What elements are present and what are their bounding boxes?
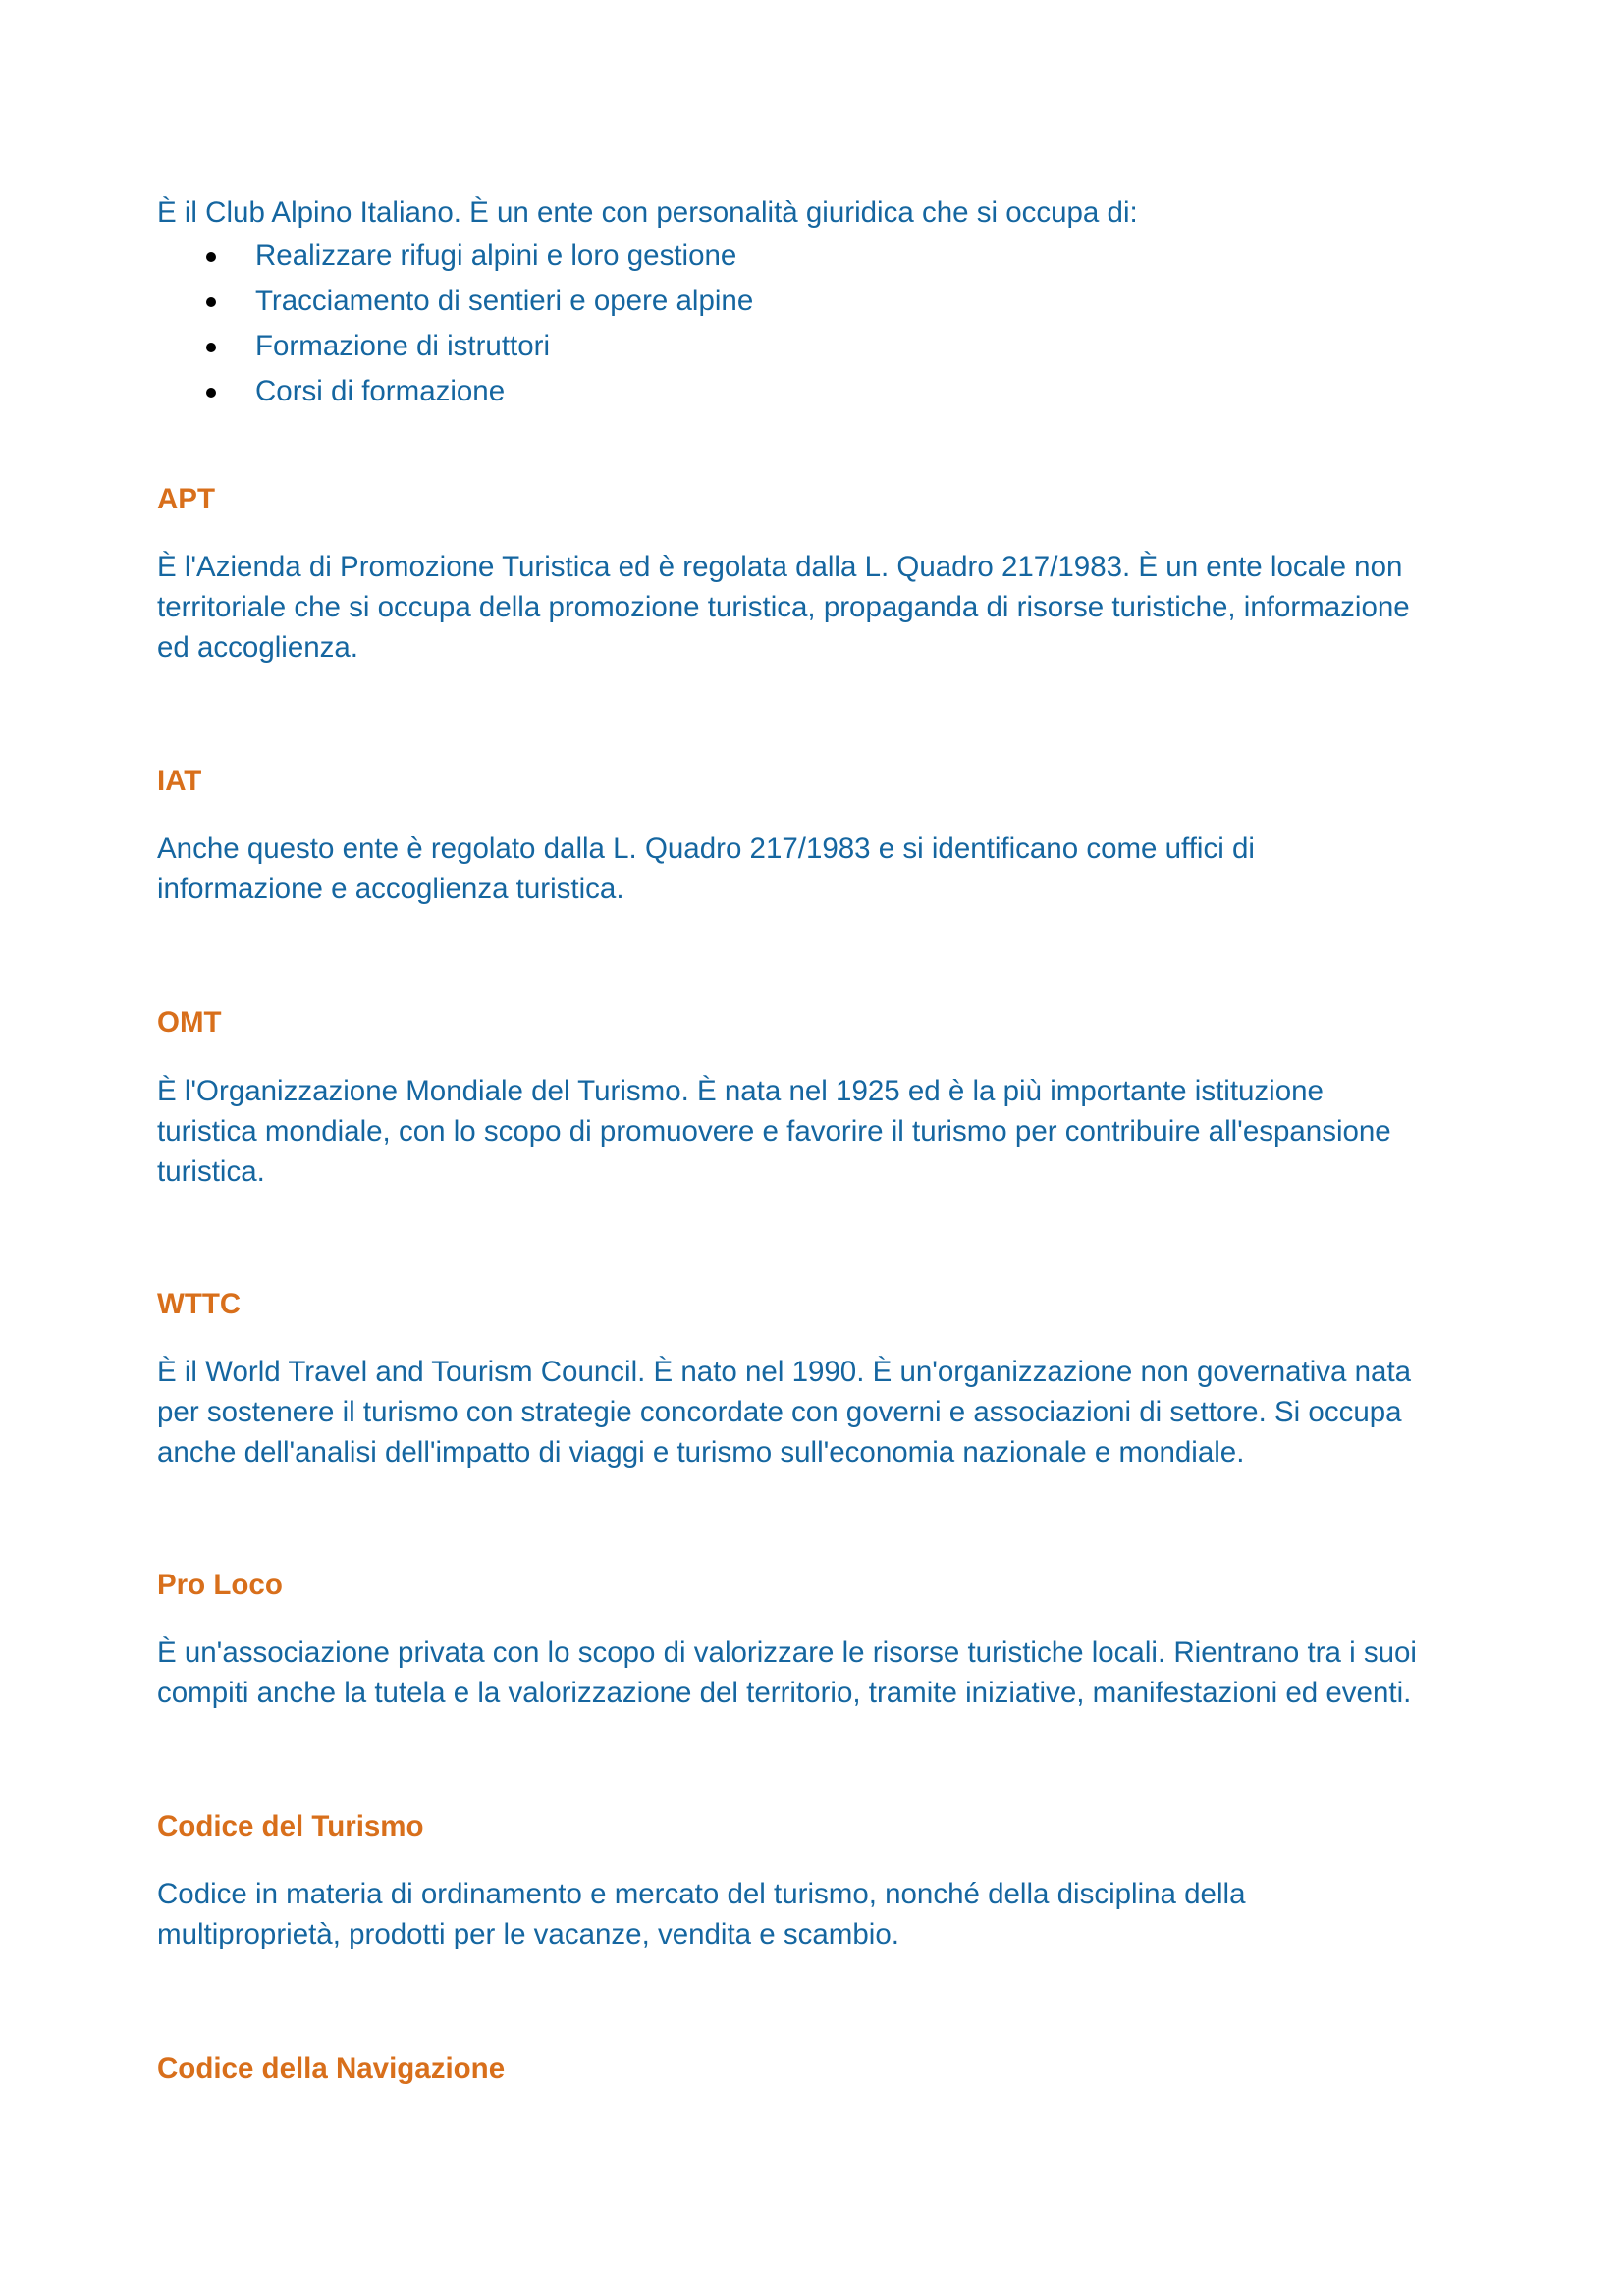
section-heading-apt: APT	[157, 483, 215, 515]
bullet-icon	[206, 388, 216, 398]
section-body-omt: È l'Organizzazione Mondiale del Turismo. È nata nel 1925 ed è la più importante istituzione turistica mondiale, con lo scopo di promuovere e favorire il turismo per contribuire all'espansione turistica.	[157, 1075, 1391, 1188]
list-item: Tracciamento di sentieri e opere alpine	[157, 279, 753, 324]
list-item: Realizzare rifugi alpini e loro gestione	[157, 234, 753, 279]
list-item: Formazione di istruttori	[157, 324, 753, 369]
intro-paragraph	[157, 192, 1473, 233]
section-heading-iat: IAT	[157, 765, 202, 797]
section-body-wttc: È il World Travel and Tourism Council. È nato nel 1990. È un'organizzazione non governativa nata per sostenere il turismo con strategie concordate con governi e associazioni di settore. Si occupa anche dell'analisi dell'impatto di viaggi e turismo sull'economia nazionale e mondiale.	[157, 1356, 1412, 1468]
section-heading-pro-loco: Pro Loco	[157, 1569, 283, 1601]
intro-bullet-list	[157, 234, 753, 414]
section-heading-codice-navigazione: Codice della Navigazione	[157, 2053, 506, 2085]
section-heading-codice-turismo: Codice del Turismo	[157, 1810, 424, 1842]
section-heading-wttc: WTTC	[157, 1288, 242, 1320]
section-heading-omt: OMT	[157, 1006, 222, 1039]
section-body-codice-turismo: Codice in materia di ordinamento e mercato del turismo, nonché della disciplina della multiproprietà, prodotti per le vacanze, vendita e scambio.	[157, 1878, 1246, 1950]
bullet-icon	[206, 343, 216, 352]
list-item: Corsi di formazione	[157, 369, 753, 414]
bullet-icon	[206, 252, 216, 262]
bullet-icon	[206, 297, 216, 307]
section-body-iat: Anche questo ente è regolato dalla L. Quadro 217/1983 e si identificano come uffici di informazione e accoglienza turistica.	[157, 832, 1255, 905]
section-body-pro-loco: È un'associazione privata con lo scopo di valorizzare le risorse turistiche locali. Rientrano tra i suoi compiti anche la tutela e la valorizzazione del territorio, tramite iniziative, manifestazioni ed eventi.	[157, 1636, 1417, 1709]
section-body-apt: È l'Azienda di Promozione Turistica ed è regolata dalla L. Quadro 217/1983. È un ente locale non territoriale che si occupa della promozione turistica, propaganda di risorse turistiche, informazione ed accoglienza.	[157, 551, 1410, 664]
intro-text: È il Club Alpino Italiano. È un ente con personalità giuridica che si occupa di:	[157, 196, 1138, 229]
